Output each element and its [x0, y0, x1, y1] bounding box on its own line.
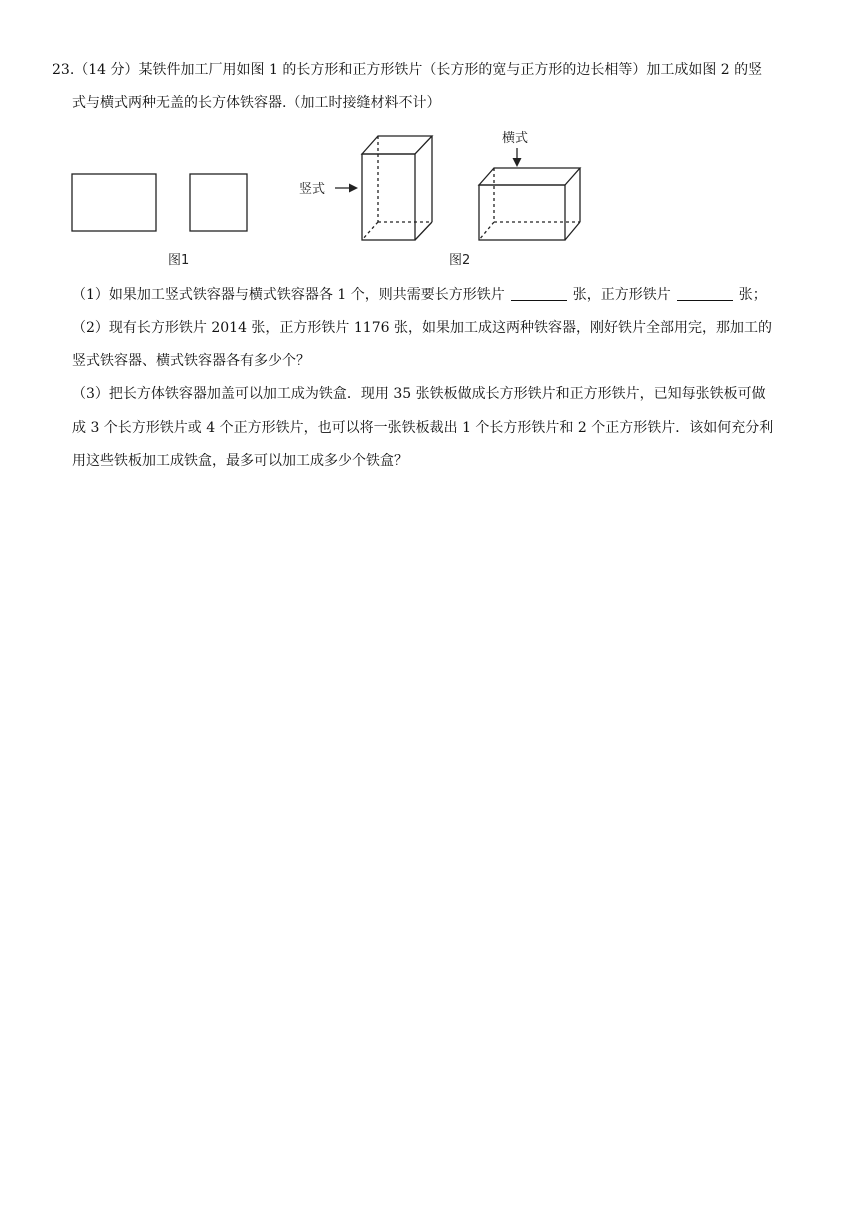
square-sheet [190, 174, 247, 231]
part-1 [72, 285, 767, 305]
part-3-line-1: （3）把长方体铁容器加盖可以加工成为铁盒．现用 35 张铁板做成长方形铁片和正方形铁片，已知每张铁板可做 [72, 386, 766, 402]
part-3-line-3: 用这些铁板加工成铁盒，最多可以加工成多少个铁盒？ [72, 453, 408, 469]
figure-1 [60, 160, 260, 280]
horizontal-label: 横式 [502, 131, 529, 146]
horizontal-box [479, 168, 580, 240]
part-1-prefix: （1）如果加工竖式铁容器与横式铁容器各 1 个，则共需要长方形铁片 [72, 287, 505, 303]
question-text-1: （14 分）某铁件加工厂用如图 1 的长方形和正方形铁片（长方形的宽与正方形的边长相等）加工成如图 2 的竖 [74, 62, 763, 78]
vertical-label: 竖式 [299, 182, 326, 197]
part-3-line-2: 成 3 个长方形铁片或 4 个正方形铁片，也可以将一张铁板裁出 1 个长方形铁片和 2 个正方形铁片．该如何充分利 [72, 420, 774, 436]
horizontal-arrow-icon [513, 158, 522, 167]
figure-2 [295, 122, 595, 272]
figure-2-caption: 图2 [449, 253, 471, 268]
vertical-arrow-icon [349, 184, 358, 193]
rectangle-sheet [72, 174, 156, 231]
part-1-middle: 张，正方形铁片 [572, 287, 671, 303]
vertical-box [362, 136, 432, 240]
part-1-suffix: 张； [738, 287, 767, 303]
part-2-line-1: （2）现有长方形铁片 2014 张，正方形铁片 1176 张，如果加工成这两种铁容器，刚好铁片全部用完，那加工的 [72, 320, 772, 336]
part-2-line-2: 竖式铁容器、横式铁容器各有多少个？ [72, 353, 310, 369]
answer-blank-squares[interactable] [677, 286, 733, 301]
question-line-2: 式与横式两种无盖的长方体铁容器.（加工时接缝材料不计） [72, 95, 441, 111]
figure-1-caption: 图1 [168, 253, 190, 268]
answer-blank-rectangles[interactable] [511, 286, 567, 301]
question-line-1 [52, 60, 762, 80]
question-number: 23. [52, 62, 75, 78]
